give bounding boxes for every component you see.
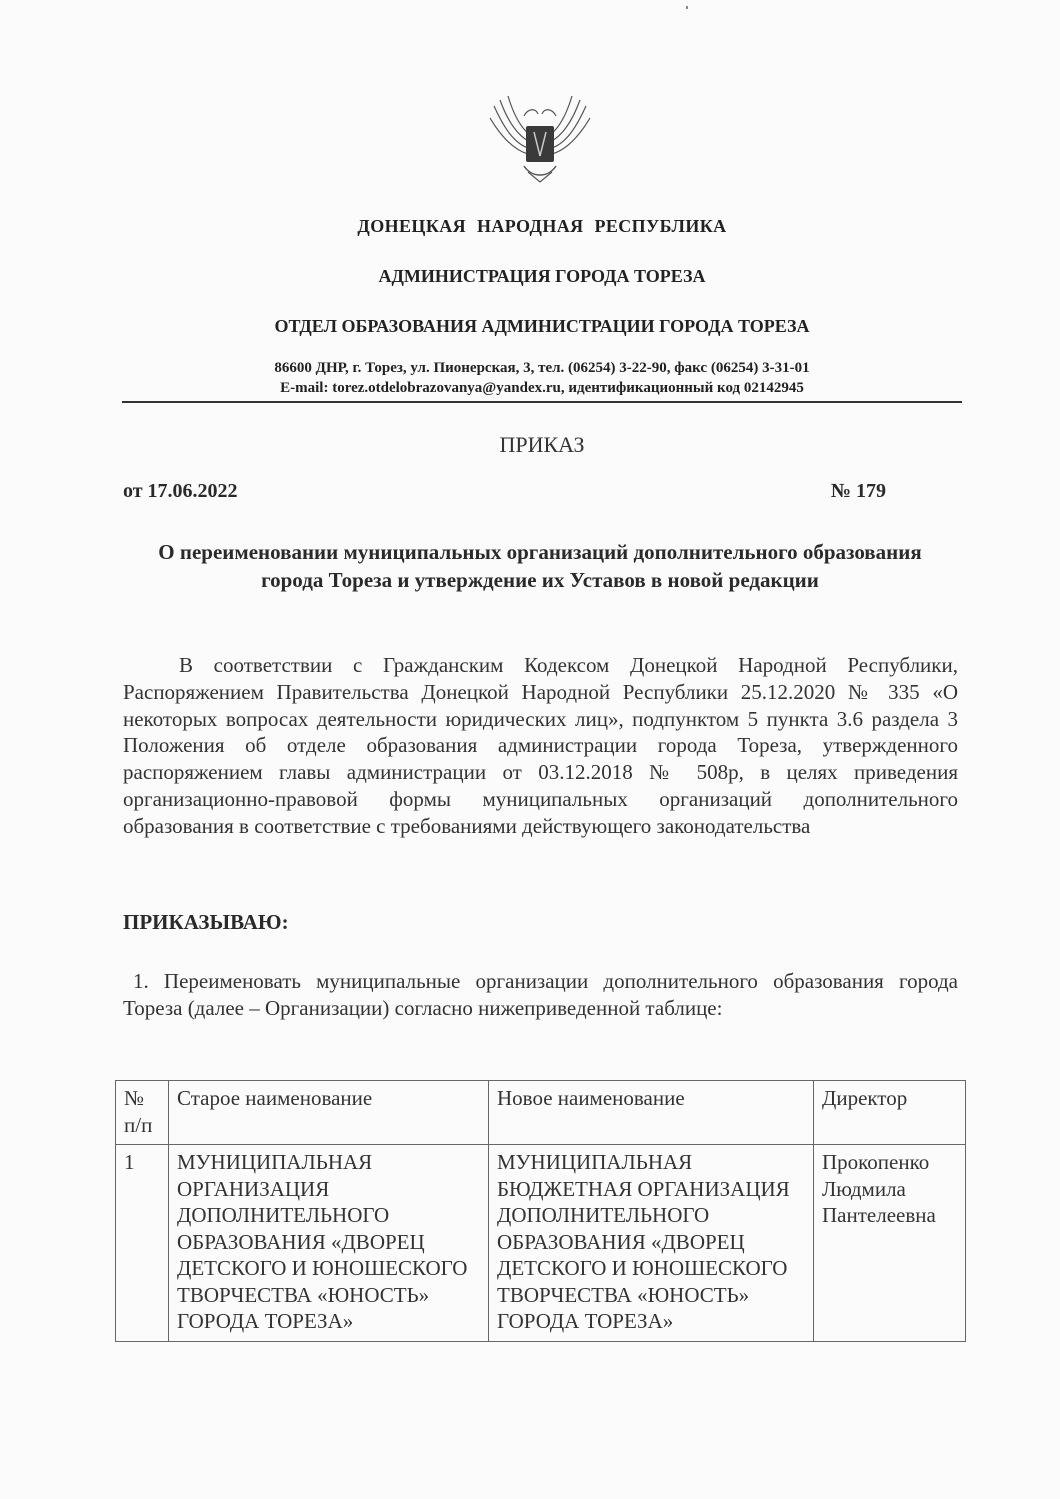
cell-num: 1 (116, 1145, 169, 1342)
header-director: Директор (814, 1081, 966, 1145)
header-old-name: Старое наименование (169, 1081, 489, 1145)
table-header-row (116, 1081, 966, 1145)
order-date: от 17.06.2022 (123, 480, 238, 502)
command-heading: ПРИКАЗЫВАЮ: (123, 910, 289, 934)
order-title: О переименовании муниципальных организаций дополнительного образования города Тореза и утверждение их Уставов в новой редакции (158, 540, 922, 592)
address-line: 86600 ДНР, г. Торез, ул. Пионерская, 3, тел. (06254) 3-22-90, факс (06254) 3-31-01 (274, 360, 810, 376)
cell-old-name: МУНИЦИПАЛЬНАЯ ОРГАНИЗАЦИЯ ДОПОЛНИТЕЛЬНОГО ОБРАЗОВАНИЯ «ДВОРЕЦ ДЕТСКОГО И ЮНОШЕСКОГО ТВОРЧЕСТВА «ЮНОСТЬ» ГОРОДА ТОРЕЗА» (169, 1145, 489, 1342)
preamble-paragraph: В соответствии с Гражданским Кодексом Донецкой Народной Республики, Распоряжением Правительства Донецкой Народной Республики 25.12.2020 № 335 «О некоторых вопросах деятельности юридических лиц», подпунктом 5 пункта 3.6 раздела 3 Положения об отделе образования администрации города Тореза, утвержденного распоряжением главы администрации от 03.12.2018 № 508р, в целях приведения организационно-правовой формы муниципальных организаций дополнительного образования в соответствие с требованиями действующего законодательства (123, 653, 958, 838)
department-name: ОТДЕЛ ОБРАЗОВАНИЯ АДМИНИСТРАЦИИ ГОРОДА ТОРЕЗА (274, 316, 810, 336)
cell-director: Прокопенко Людмила Пантелеевна (814, 1145, 966, 1342)
item-1-paragraph: 1. Переименовать муниципальные организации дополнительного образования города Тореза (далее – Организации) согласно нижеприведенной таблице: (123, 969, 958, 1020)
header-divider (122, 401, 962, 403)
order-number: № 179 (830, 480, 886, 502)
coat-of-arms-icon (484, 88, 596, 188)
doc-type: ПРИКАЗ (499, 432, 585, 457)
header-num: № п/п (116, 1081, 169, 1145)
republic-name: ДОНЕЦКАЯ НАРОДНАЯ РЕСПУБЛИКА (357, 216, 727, 236)
rename-table (115, 1080, 966, 1342)
email-line: E-mail: torez.otdelobrazovanya@yandex.ru, идентификационный код 02142945 (280, 380, 804, 396)
administration-name: АДМИНИСТРАЦИЯ ГОРОДА ТОРЕЗА (378, 266, 706, 286)
header-new-name: Новое наименование (489, 1081, 814, 1145)
scan-speck (686, 6, 688, 9)
table-row (116, 1145, 966, 1342)
cell-new-name: МУНИЦИПАЛЬНАЯ БЮДЖЕТНАЯ ОРГАНИЗАЦИЯ ДОПОЛНИТЕЛЬНОГО ОБРАЗОВАНИЯ «ДВОРЕЦ ДЕТСКОГО И ЮНОШЕСКОГО ТВОРЧЕСТВА «ЮНОСТЬ» ГОРОДА ТОРЕЗА» (489, 1145, 814, 1342)
